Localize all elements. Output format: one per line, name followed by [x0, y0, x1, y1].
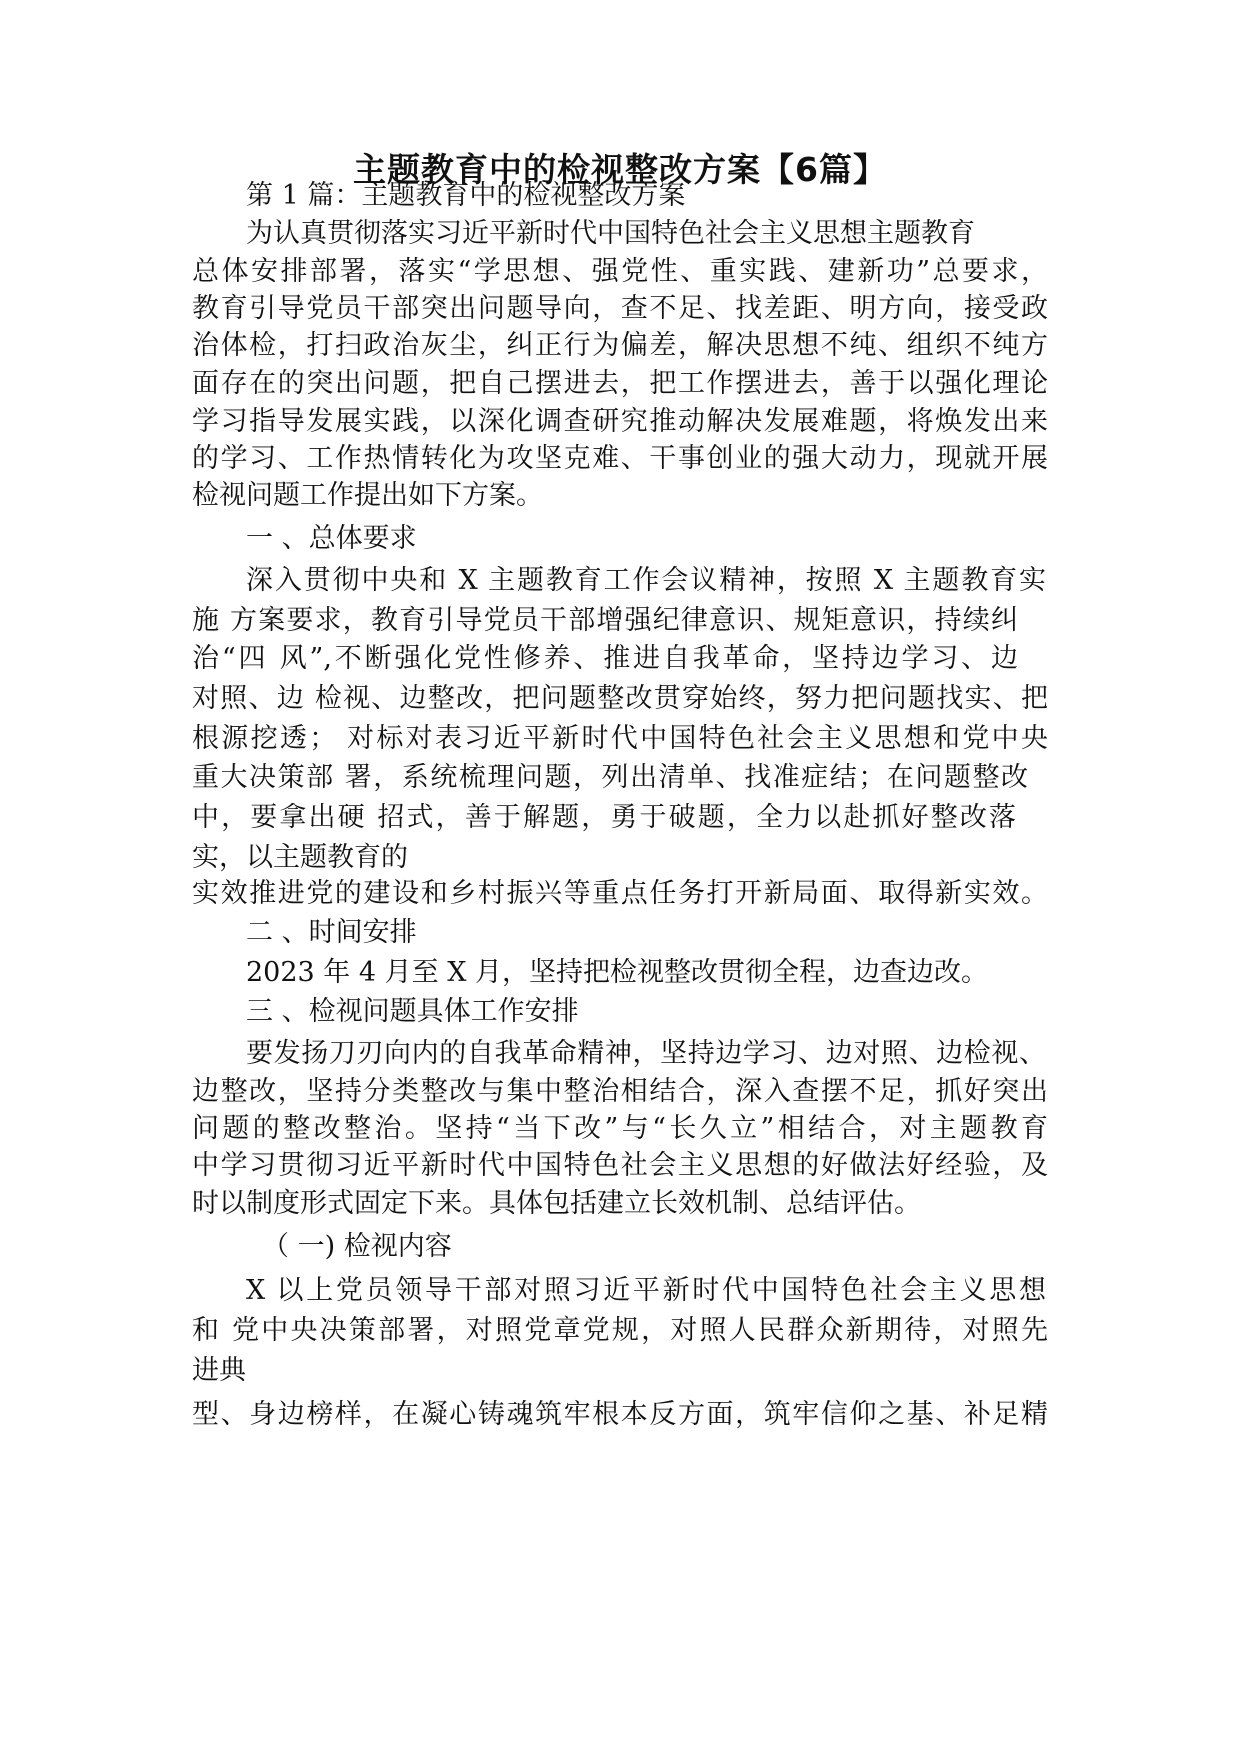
- paragraph-line: 根源挖透； 对标对表习近平新时代中国特色社会主义思想和党中央: [192, 723, 1048, 754]
- paragraph-line: 重大决策部 署，系统梳理问题，列出清单、找准症结；在问题整改: [192, 762, 1028, 793]
- paragraph-line: 对照、边 检视、边整改，把问题整改贯穿始终，努力把问题找实、把: [192, 683, 1048, 714]
- paragraph-line: 深入贯彻中央和 X 主题教育工作会议精神，按照 X 主题教育实: [246, 565, 1046, 596]
- paragraph-line: 治“四 风”,不断强化党性修养、推进自我革命，坚持边学习、边: [192, 643, 1018, 674]
- paragraph-line: 总体安排部署，落实“学思想、强党性、重实践、建新功”总要求，: [192, 256, 1048, 287]
- paragraph-line: 实，以主题教育的: [192, 842, 408, 873]
- paragraph-line: 中，要拿出硬 招式，善于解题，勇于破题，全力以赴抓好整改落: [192, 802, 1016, 833]
- paragraph-line: 进典: [192, 1355, 246, 1386]
- paragraph-line: 为认真贯彻落实习近平新时代中国特色社会主义思想主题教育: [246, 218, 975, 249]
- paragraph-line: 型、身边榜样，在凝心铸魂筑牢根本反方面，筑牢信仰之基、补足精: [192, 1399, 1048, 1430]
- section-heading: 三 、检视问题具体工作安排: [246, 996, 579, 1027]
- paragraph-line: 2023 年 4 月至 X 月，坚持把检视整改贯彻全程，边查边改。: [246, 957, 989, 988]
- subsection-heading: （ 一) 检视内容: [262, 1231, 452, 1262]
- section-heading: 一 、总体要求: [246, 523, 417, 554]
- paragraph-line: X 以上党员领导干部对照习近平新时代中国特色社会主义思想: [246, 1275, 1046, 1306]
- paragraph-line: 时以制度形式固定下来。具体包括建立长效机制、总结评估。: [192, 1188, 921, 1219]
- paragraph-line: 学习指导发展实践，以深化调查研究推动解决发展难题，将焕发出来: [192, 406, 1048, 437]
- article-heading: 第 1 篇：主题教育中的检视整改方案: [246, 180, 686, 211]
- paragraph-line: 的学习、工作热情转化为攻坚克难、干事创业的强大动力，现就开展: [192, 443, 1048, 474]
- paragraph-line: 实效推进党的建设和乡村振兴等重点任务打开新局面、取得新实效。: [192, 878, 1048, 909]
- paragraph-line: 面存在的突出问题，把自己摆进去，把工作摆进去，善于以强化理论: [192, 368, 1048, 399]
- paragraph-line: 施 方案要求，教育引导党员干部增强纪律意识、规矩意识，持续纠: [192, 605, 1018, 636]
- paragraph-line: 要发扬刀刃向内的自我革命精神，坚持边学习、边对照、边检视、: [246, 1038, 1046, 1069]
- paragraph-line: 中学习贯彻习近平新时代中国特色社会主义思想的好做法好经验，及: [192, 1150, 1048, 1181]
- paragraph-line: 教育引导党员干部突出问题导向，查不足、找差距、明方向，接受政: [192, 293, 1048, 324]
- paragraph-line: 检视问题工作提出如下方案。: [192, 480, 543, 511]
- document-title: 主题教育中的检视整改方案【6篇】: [353, 150, 887, 189]
- paragraph-line: 边整改，坚持分类整改与集中整治相结合，深入查摆不足，抓好突出: [192, 1076, 1048, 1107]
- paragraph-line: 问题的整改整治。坚持“当下改”与“长久立”相结合，对主题教育: [192, 1113, 1048, 1144]
- paragraph-line: 和 党中央决策部署，对照党章党规，对照人民群众新期待，对照先: [192, 1315, 1048, 1346]
- paragraph-line: 治体检，打扫政治灰尘，纠正行为偏差，解决思想不纯、组织不纯方: [192, 330, 1048, 361]
- section-heading: 二 、时间安排: [246, 917, 417, 948]
